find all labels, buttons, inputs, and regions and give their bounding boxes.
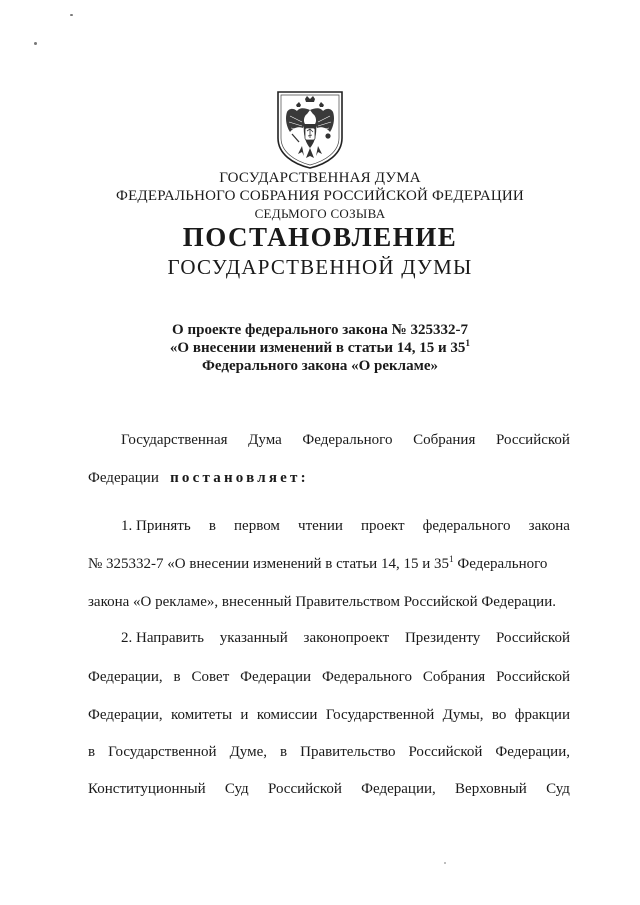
- item2-line5: [88, 779, 570, 799]
- word: Российской: [496, 669, 570, 685]
- word: Суд: [546, 781, 570, 797]
- word: 1. Принять: [121, 518, 191, 534]
- preamble-line2: [88, 468, 570, 488]
- convocation: СЕДЬМОГО СОЗЫВА: [254, 206, 386, 221]
- preamble-verb: постановляет:: [170, 470, 309, 486]
- word: Российской: [408, 744, 483, 760]
- word: Президенту: [404, 630, 481, 646]
- word: Суд: [224, 781, 249, 797]
- word: во: [491, 707, 507, 723]
- word: в: [173, 669, 181, 685]
- word: Российской: [496, 432, 570, 448]
- subject-line2-text: «О внесении изменений в статьи 14, 15 и 35: [169, 340, 466, 356]
- word: Правительство: [300, 744, 396, 760]
- subject-line1: О проекте федерального закона № 325332-7: [172, 322, 468, 338]
- word: комитеты: [170, 707, 233, 723]
- document-subtitle: ГОСУДАРСТВЕННОЙ ДУМЫ: [167, 255, 473, 279]
- preamble-text: Федерации: [88, 470, 159, 486]
- word: Собрания: [413, 432, 476, 448]
- word: указанный: [219, 630, 288, 646]
- word: в: [88, 744, 96, 760]
- scan-speck: [444, 862, 446, 864]
- word: 2. Направить: [121, 630, 204, 646]
- word: законопроект: [303, 630, 390, 646]
- word: в: [208, 518, 216, 534]
- word: Думе,: [229, 744, 268, 760]
- word: фракции: [514, 707, 570, 723]
- word: Верховный: [455, 781, 527, 797]
- word: Государственная: [121, 432, 228, 448]
- word: Собрания: [422, 669, 486, 685]
- subject-line3: Федерального закона «О рекламе»: [202, 358, 438, 374]
- word: проект: [361, 518, 405, 534]
- word: Федерального: [321, 669, 412, 685]
- word: Государственной: [325, 707, 435, 723]
- word: Федерации,: [361, 781, 436, 797]
- word: Федерации,: [88, 707, 163, 723]
- russian-coat-of-arms-icon: [272, 88, 348, 170]
- item1-line2-end: Федерального: [453, 556, 548, 572]
- word: федерального: [422, 518, 511, 534]
- word: Государственной: [108, 744, 217, 760]
- word: Российской: [496, 630, 570, 646]
- item1-line2: [88, 554, 570, 574]
- word: Федерации,: [88, 669, 163, 685]
- subject-superscript: 1: [465, 339, 471, 349]
- word: Конституционный: [88, 781, 206, 797]
- word: Думы,: [442, 707, 484, 723]
- word: Дума: [248, 432, 282, 448]
- item2-line1: [88, 628, 570, 648]
- document-type: ПОСТАНОВЛЕНИЕ: [182, 222, 458, 252]
- word: комиссии: [256, 707, 318, 723]
- scan-speck: [34, 42, 37, 45]
- item2-line3: [88, 705, 570, 725]
- org-title-line2: ФЕДЕРАЛЬНОГО СОБРАНИЯ РОССИЙСКОЙ ФЕДЕРАЦИИ: [116, 188, 524, 204]
- word: Совет: [191, 669, 230, 685]
- item1-line2-text: № 325332-7 «О внесении изменений в статьи 14, 15 и 35: [88, 556, 449, 572]
- word: чтении: [298, 518, 343, 534]
- word: первом: [234, 518, 280, 534]
- word: Российской: [267, 781, 342, 797]
- item2-line4: [88, 742, 570, 762]
- item1-line1: [88, 516, 570, 536]
- word: Федерации: [240, 669, 312, 685]
- org-title-line1: ГОСУДАРСТВЕННАЯ ДУМА: [219, 170, 421, 186]
- word: в: [280, 744, 288, 760]
- preamble-line1: [88, 430, 570, 450]
- word: и: [240, 707, 249, 723]
- word: закона: [528, 518, 570, 534]
- word: Федерации,: [495, 744, 570, 760]
- subject-line2: [0, 340, 640, 357]
- item2-line2: [88, 667, 570, 687]
- item1-line3: закона «О рекламе», внесенный Правительством Российской Федерации.: [88, 594, 556, 610]
- item1-superscript: 1: [448, 555, 454, 565]
- word: Федерального: [302, 432, 393, 448]
- scan-speck: [70, 14, 73, 16]
